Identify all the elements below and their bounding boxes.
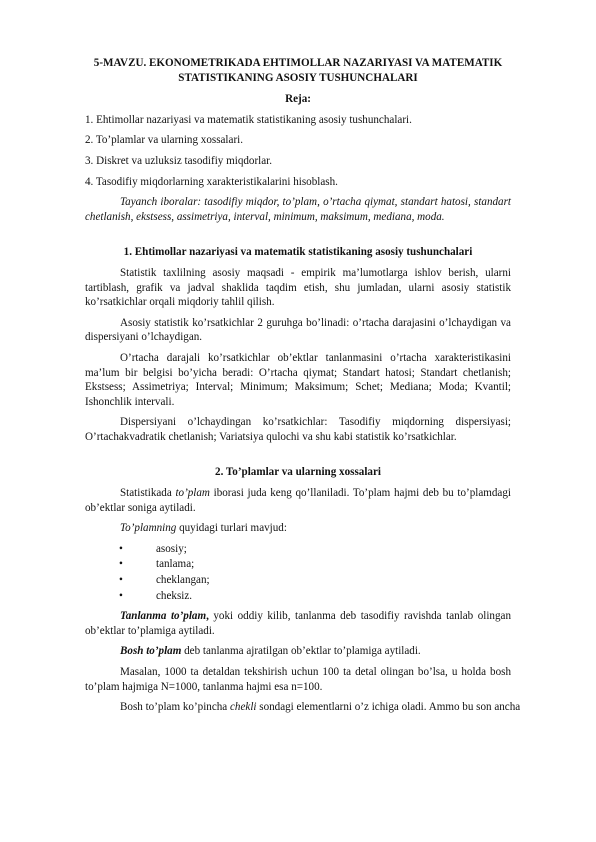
plan-item-1: 1. Ehtimollar nazariyasi va matematik statistikaning asosiy tushunchalari. (85, 113, 412, 126)
text-run: Bosh to’plam ko’pincha (120, 701, 230, 714)
text-run: yoki oddiy kilib, tanlanma deb tasodifiy ravishda tanlab olingan ob’ektlar to’plamiga aytiladi. (85, 610, 512, 637)
keywords-paragraph (85, 195, 511, 224)
section-1-paragraph-4: Dispersiyani o’lchaydingan ko’rsatkichlar: Tasodifiy miqdorning dispersiyasi; O’rtachakvadratik chetlanish; Variatsiya qulochi va shu kabi statistik ko’rsatkichlar. (85, 416, 511, 443)
section-1-paragraph-3: O’rtacha darajali ko’rsatkichlar ob’ektlar tanlanmasini o’rtacha xarakteristikasini ma’lum bir belgisi bo’yicha beradi: O’rtacha qiymat; Standart hatosi; Standart chetlanish; Ekstsess; Assimetriya; Interval; Minimum; Maksimum; Schet; Mediana; Moda; Kvantil; Ishonchlik intervali. (85, 351, 511, 408)
section-2-paragraph-1 (85, 486, 511, 515)
section-2-paragraph-6 (85, 700, 521, 715)
list-item (85, 573, 511, 588)
italic-term: To’plamning (120, 522, 177, 535)
section-2-paragraph-4 (85, 644, 511, 659)
bullet-icon: • (119, 542, 123, 555)
text-run: sondagi elementlarni o’z ichiga oladi. Ammo bu son ancha (256, 701, 521, 714)
italic-term: to’plam (175, 487, 210, 500)
section-2-heading: 2. To’plamlar va ularning xossalari (215, 466, 381, 479)
document-page (85, 56, 521, 721)
plan-item-3: 3. Diskret va uzluksiz tasodifiy miqdorlar. (85, 154, 273, 167)
section-2-paragraph-3 (85, 609, 511, 638)
list-item-text: cheklangan; (156, 574, 210, 587)
text-run: Statistikada (120, 487, 176, 500)
list-item (85, 589, 511, 604)
section-2-paragraph-2 (85, 521, 511, 536)
list-item-text: cheksiz. (156, 589, 193, 602)
keywords-text: Tayanch iboralar: tasodifiy miqdor, to’plam, o’rtacha qiymat, standart hatosi, standart chetlanish, ekstsess, assimetriya, interval, minimum, maksimum, mediana, moda. (85, 196, 511, 223)
document-title: 5-MAVZU. EKONOMETRIKADA EHTIMOLLAR NAZARIYASI VA MATEMATIK STATISTIKANING ASOSIY TUSHUNCHALARI (93, 57, 503, 84)
list-item-text: tanlama; (156, 558, 195, 571)
section-1-paragraph-1: Statistik taxlilning asosiy maqsadi - empirik ma’lumotlarga ishlov berish, ularni tartiblash, grafik va jadval shaklida taqdim etish, shu jumladan, ularni asosiy statistik ko’rsatkichlar orqali miqdoriy tahlil qilish. (85, 266, 511, 309)
bullet-icon: • (119, 558, 123, 571)
italic-term: chekli (230, 701, 257, 714)
list-item (85, 557, 511, 572)
spacer (85, 450, 511, 465)
bullet-icon: • (119, 574, 123, 587)
section-1-heading: 1. Ehtimollar nazariyasi va matematik statistikaning asosiy tushunchalari (123, 246, 473, 259)
text-run: deb tanlanma ajratilgan ob’ektlar to’plamiga aytiladi. (181, 645, 421, 658)
set-types-list (85, 542, 511, 603)
list-item (85, 542, 511, 557)
plan-heading: Reja: (285, 93, 311, 106)
plan-item-2: 2. To’plamlar va ularning xossalari. (85, 134, 243, 147)
bullet-icon: • (119, 589, 123, 602)
section-2-paragraph-5: Masalan, 1000 ta detaldan tekshirish uchun 100 ta detal olingan bo’lsa, u holda bosh to’plam hajmiga N=1000, tanlanma hajmi esa n=100. (85, 666, 511, 693)
list-item-text: asosiy; (156, 542, 187, 555)
spacer (85, 230, 511, 245)
text-run: quyidagi turlari mavjud: (176, 522, 287, 535)
bold-italic-term: Tanlanma to’plam (120, 610, 207, 623)
comma: , (206, 610, 209, 623)
section-1-paragraph-2: Asosiy statistik ko’rsatkichlar 2 guruhga bo’linadi: o’rtacha darajasini o’lchaydigan va dispersiyani o’lchaydigan. (85, 316, 511, 344)
bold-italic-term: Bosh to’plam (120, 645, 182, 658)
text-run: iborasi juda keng qo’llaniladi. To’plam hajmi deb bu to’plamdagi ob’ektlar soniga aytiladi. (85, 487, 511, 514)
plan-item-4: 4. Tasodifiy miqdorlarning xarakteristikalarini hisoblash. (85, 175, 338, 188)
